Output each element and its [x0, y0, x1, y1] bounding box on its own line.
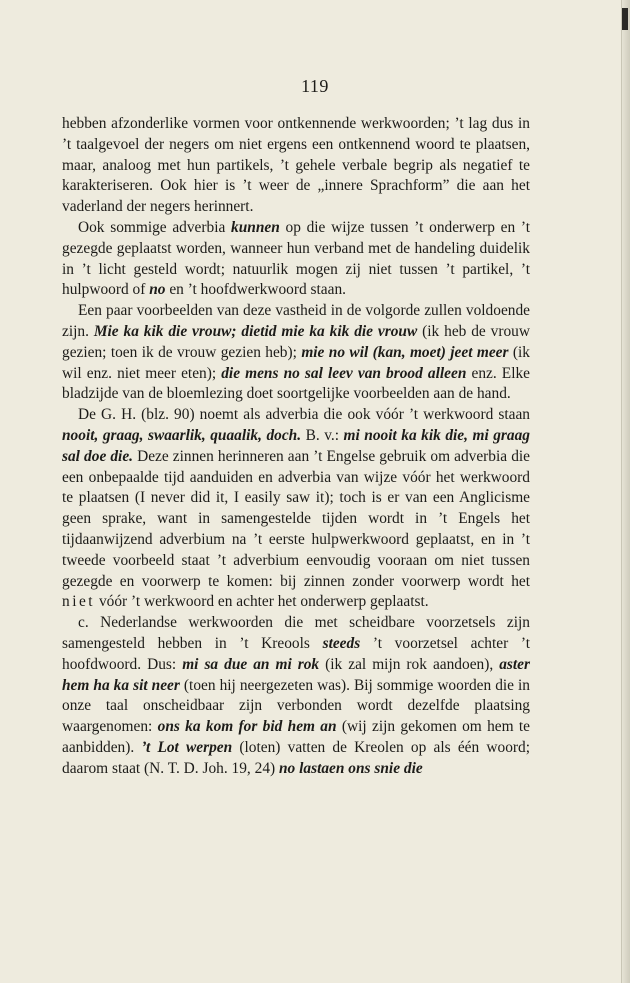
- text-run: en ’t hoofdwerkwoord staan.: [165, 281, 346, 299]
- text-run: Deze zinnen herinneren aan ’t Engelse gebruik om adverbia die een onbepaalde tijd aanduiden en adverbia van wijze vóór het werkwoord te plaatsen (I never did it, I easily saw it); toch is er van een Anglicisme geen sprake, want in samengestelde tijden wordt in ’t Engels het tijdaanwijzend adverbium na ’t eerste hulpwerkwoord geplaatst, en in ’t tweede voorbeeld staat ’t adverbium eenvoudig vooraan om niet tussen gezegde en voorwerp te komen: bij zinnen zonder voorwerp wordt het: [62, 447, 530, 590]
- italic-term: steeds: [322, 634, 361, 652]
- page-edge: [622, 0, 630, 983]
- text-run: hebben afzonderlike vormen voor ontkennende werkwoorden; ’t lag dus in ’t taalgevoel der negers om niet ergens een ontkennend woord te plaatsen, maar, analoog met hun partikels, ’t gehele verbale begrip als negatief te karakteriseren. Ook hier is ’t weer de „innere Sprachform” die aan het vaderland der negers herinnert.: [62, 115, 530, 216]
- italic-term: no lastaen ons snie die: [279, 759, 423, 777]
- italic-term: kunnen: [231, 218, 280, 236]
- paragraph: [62, 405, 530, 613]
- text-run: op die wijze tussen ’t onderwerp en ’t gezegde geplaatst worden, wanneer hun verband met de handeling duidelik in ’t licht gesteld wordt; natuurlik mogen zij niet tussen ’t partikel, ’t hulpwoord of: [62, 218, 530, 299]
- italic-term: mi sa due an mi rok: [182, 655, 320, 673]
- page-number: 119: [301, 76, 329, 96]
- text-run: (ik heb de vrouw gezien; toen ik de vrouw gezien heb);: [62, 322, 530, 361]
- italic-term: die mens no sal leev van brood alleen: [221, 364, 467, 382]
- text-run: (ik wil enz. niet meer eten);: [62, 343, 530, 382]
- body-text: [62, 114, 530, 780]
- italic-term: ons ka kom for bid hem an: [157, 718, 337, 736]
- text-run: c. Nederlandse werkwoorden die met scheidbare voorzetsels zijn samengesteld hebben in ’t Kreools: [62, 614, 530, 652]
- text-run: vóór ’t werkwoord en achter het onderwerp geplaatst.: [95, 593, 429, 611]
- italic-term: mie no wil (kan, moet) jeet meer: [301, 343, 509, 361]
- italic-term: no: [149, 281, 166, 299]
- text-run: (wij zijn gekomen om hem te aanbidden).: [62, 718, 530, 756]
- spaced-term: niet: [62, 593, 96, 611]
- italic-term: nooit, graag, swaarlik, quaalik, doch.: [62, 426, 302, 444]
- paragraph: [62, 218, 530, 301]
- text-run: Ook sommige adverbia: [78, 218, 232, 236]
- text-run: enz. Elke bladzijde van de bloemlezing doet soortgelijke voorbeelden aan de hand.: [62, 364, 530, 403]
- italic-term: Mie ka kik die vrouw; dietid mie ka kik die vrouw: [93, 322, 418, 340]
- italic-term: ’t Lot werpen: [141, 738, 233, 756]
- text-run: (loten) vatten de Kreolen op als één woord; daarom staat (N. T. D. Joh. 19, 24): [62, 738, 530, 777]
- paragraph: [62, 301, 530, 405]
- corner-tab-mark: [622, 8, 628, 30]
- italic-term: aster hem ha ka sit neer: [62, 655, 531, 694]
- italic-term: mi nooit ka kik die, mi graag sal doe die.: [62, 426, 530, 465]
- text-run: De G. H. (blz. 90) noemt als adverbia die ook vóór ’t werkwoord staan: [78, 406, 530, 424]
- text-run: (toen hij neergezeten was). Bij sommige woorden die in onze taal onscheidbaar zijn verbonden wordt dezelfde plaatsing waargenomen:: [62, 676, 530, 736]
- paragraph: [62, 613, 530, 779]
- text-run: B. v.:: [301, 426, 344, 444]
- paragraph: [62, 114, 530, 218]
- text-run: Een paar voorbeelden van deze vastheid in de volgorde zullen voldoende zijn.: [62, 302, 530, 340]
- text-run: (ik zal mijn rok aandoen),: [319, 655, 500, 673]
- text-run: ’t voorzetsel achter ’t hoofdwoord. Dus:: [62, 634, 530, 673]
